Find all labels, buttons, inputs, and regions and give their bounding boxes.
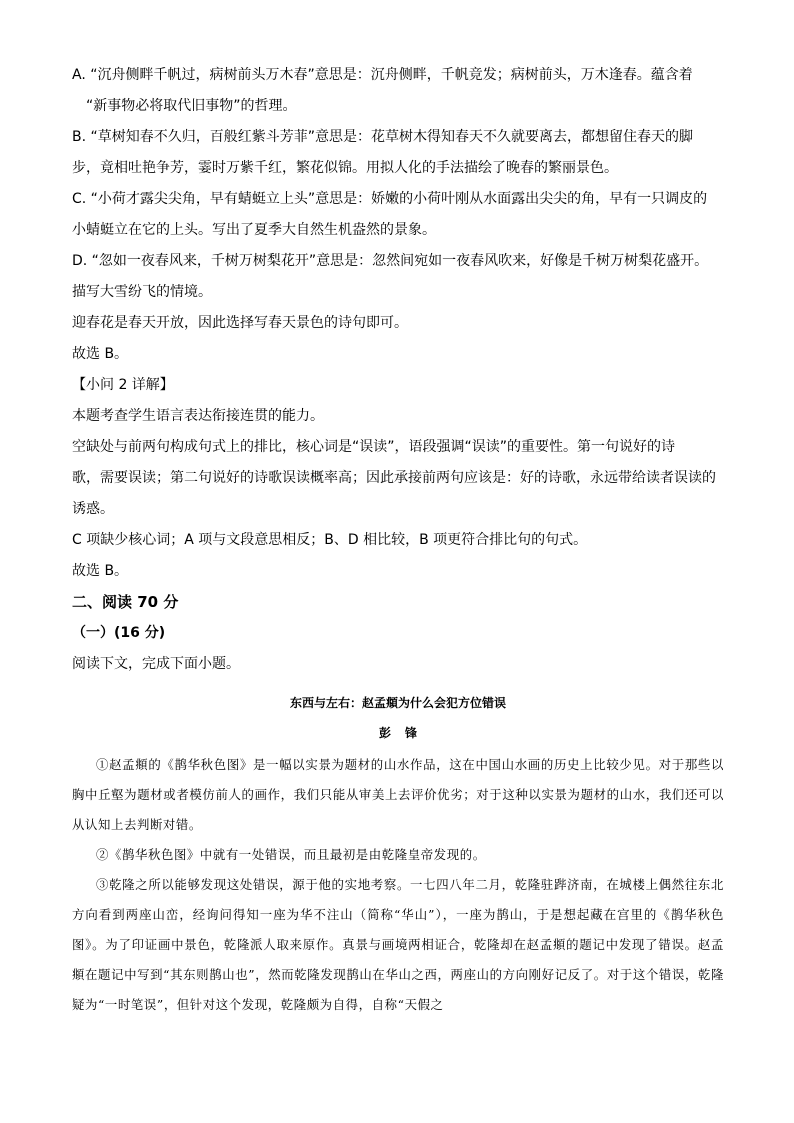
option-a-line-1: A. “沉舟侧畔千帆过，病树前头万木春”意思是：沉舟侧畔，千帆竞发；病树前头，万木逢春。蕴含着 [72,67,693,83]
option-c-line-1: C. “小荷才露尖尖角，早有蜻蜓立上头”意思是：娇嫩的小荷叶刚从水面露出尖尖的角，早有一只调皮的 [72,191,708,207]
article-paragraph-1: ①赵孟頫的《鹊华秋色图》是一幅以实景为题材的山水作品，这在中国山水画的历史上比较少见。对于那些以胸中丘壑为题材或者模仿前人的画作，我们只能从审美上去评价优劣；对于这种以实景为题材的山水，我们还可以从认知上去判断对错。 [72,757,724,832]
q2-analysis [72,432,724,525]
article-author: 彭锋 [378,726,431,740]
q2-analysis-line-3: 诱惑。 [72,501,114,517]
option-a [72,60,724,122]
reading-instruction: 阅读下文，完成下面小题。 [72,656,240,672]
q2-intro: 本题考查学生语言表达衔接连贯的能力。 [72,408,324,424]
option-c [72,184,724,246]
option-b-line-2: 步，竟相吐艳争芳，霎时万紫千红，繁花似锦。用拟人化的手法描绘了晚春的繁丽景色。 [72,160,618,176]
q2-answer: 故选 B。 [72,563,129,579]
option-d [72,246,724,308]
q1-conclusion: 迎春花是春天开放，因此选择写春天景色的诗句即可。 [72,315,408,331]
q1-answer: 故选 B。 [72,346,129,362]
article-paragraph-3: ③乾隆之所以能够发现这处错误，源于他的实地考察。一七四八年二月，乾隆驻跸济南，在城楼上偶然往东北方向看到两座山峦，经询问得知一座为华不注山（简称“华山”），一座为鹊山，于是想起藏在宫里的《鹊华秋色图》。为了印证画中景色，乾隆派人取来原作。真景与画境两相证合，乾隆却在赵孟頫的题记中发现了错误。赵孟頫在题记中写到“其东则鹊山也”，然而乾隆发现鹊山在华山之西，两座山的方向刚好记反了。对于这个错误，乾隆疑为“一时笔误”，但针对这个发现，乾隆颇为自得，自称“天假之 [72,877,724,1012]
option-c-line-2: 小蜻蜓立在它的上头。写出了夏季大自然生机盎然的景象。 [72,222,436,238]
q2-analysis-line-1: 空缺处与前两句构成句式上的排比，核心词是“误读”，语段强调“误读”的重要性。第一句说好的诗 [72,439,676,455]
option-b-line-1: B. “草树知春不久归，百般红紫斗芳菲”意思是：花草树木得知春天不久就要离去，都想留住春天的脚 [72,129,694,145]
article-title: 东西与左右：赵孟頫为什么会犯方位错误 [289,696,506,710]
option-d-line-1: D. “忽如一夜春风来，千树万树梨花开”意思是：忽然间宛如一夜春风吹来，好像是千树万树梨花盛开。 [72,253,709,269]
q2-header: 【小问 2 详解】 [72,377,174,393]
q2-analysis-line-2: 歌，需要误读；第二句说好的诗歌误读概率高；因此承接前两句应该是：好的诗歌，永远带给读者误读的 [72,470,716,486]
option-b [72,122,724,184]
article-paragraph-2: ②《鹊华秋色图》中就有一处错误，而且最初是由乾隆皇帝发现的。 [96,847,486,862]
subsection-title: （一）(16 分) [72,625,166,641]
article-body [72,750,724,1020]
q2-options-note: C 项缺少核心词；A 项与文段意思相反；B、D 相比较，B 项更符合排比句的句式。 [72,532,588,548]
option-d-line-2: 描写大雪纷飞的情境。 [72,284,212,300]
section-title: 二、阅读 70 分 [72,593,179,611]
option-a-line-2: “新事物必将取代旧事物”的哲理。 [86,98,297,114]
document-page [72,60,724,1020]
